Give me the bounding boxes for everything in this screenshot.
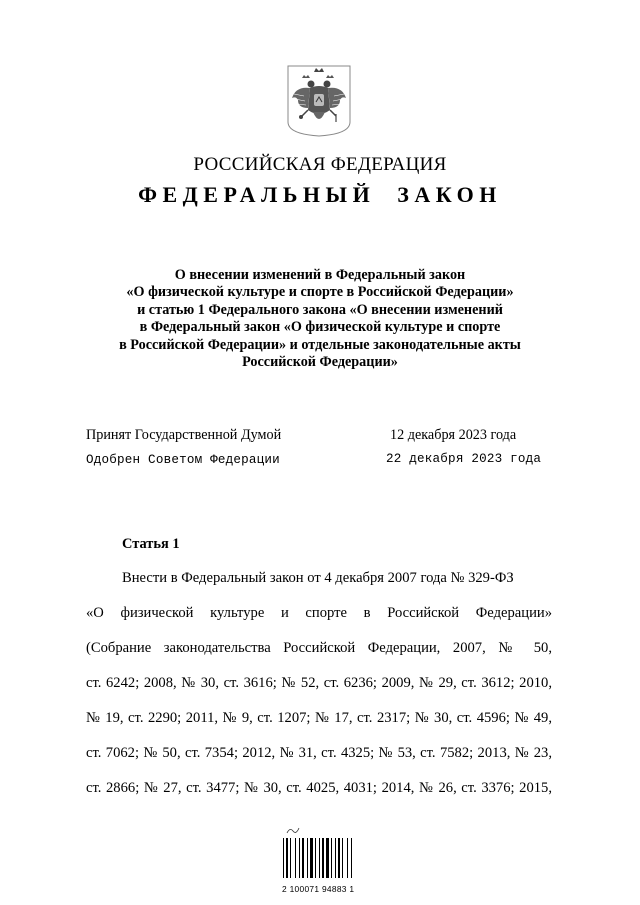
article-text-line: ст. 6242; 2008, № 30, ст. 3616; № 52, ст. 6236; 2009, № 29, ст. 3612; 2010, [86,675,552,691]
barcode-bar [342,838,343,878]
article-text-line: (Собрание законодательства Российской Федерации, 2007, № 50, [86,640,552,656]
coat-of-arms-icon [286,64,352,138]
article-text-line: ст. 2866; № 27, ст. 3477; № 30, ст. 4025, 4031; 2014, № 26, ст. 3376; 2015, [86,780,552,796]
barcode-bar [351,838,352,878]
barcode-bar [310,838,313,878]
barcode-bar [299,838,300,878]
article-text-line: ст. 7062; № 50, ст. 7354; 2012, № 31, ст. 4325; № 53, ст. 7582; 2013, № 23, [86,745,552,761]
duma-adoption-date: 12 декабря 2023 года [390,427,517,443]
barcode-bar [286,838,288,878]
country-name: РОССИЙСКАЯ ФЕДЕРАЦИЯ [193,154,447,175]
article-heading: Статья 1 [122,536,180,552]
article-text-line: «О физической культуре и спорте в Российской Федерации» [86,605,552,621]
barcode-bar [295,838,296,878]
barcode-bar [302,838,304,878]
document-type-title: ФЕДЕРАЛЬНЫЙ ЗАКОН [138,182,502,207]
barcode-bar [283,838,284,878]
barcode-bar [322,838,324,878]
barcode-bar [307,838,308,878]
barcode-bar [290,838,291,878]
barcode-bar [326,838,329,878]
article-text-line: Внести в Федеральный закон от 4 декабря 2007 года № 329-ФЗ [122,570,514,586]
barcode-bar [338,838,340,878]
law-title-line: О внесении изменений в Федеральный закон [174,267,466,283]
duma-adoption-label: Принят Государственной Думой [86,427,282,443]
barcode-bar [347,838,348,878]
law-title-line: «О физической культуре и спорте в Российской Федерации» [126,284,514,301]
council-approval-date: 22 декабря 2023 года [386,452,542,466]
barcode-icon [282,838,362,878]
law-title-line: в Федеральный закон «О физической культуре и спорте [139,319,501,336]
article-text-line: № 19, ст. 2290; 2011, № 9, ст. 1207; № 17, ст. 2317; № 30, ст. 4596; № 49, [86,710,552,726]
law-title-line: и статью 1 Федерального закона «О внесении изменений [137,301,503,318]
document-barcode [282,826,362,894]
barcode-number: 2 100071 94883 1 [282,884,355,894]
signature-mark-icon [286,825,300,835]
barcode-bar [319,838,320,878]
barcode-bar [335,838,336,878]
law-title [60,267,580,371]
law-title-line: в Российской Федерации» и отдельные законодательные акты [119,336,521,353]
barcode-bar [331,838,332,878]
council-approval-label: Одобрен Советом Федерации [86,453,280,467]
barcode-bar [315,838,316,878]
law-title-line: Российской Федерации» [242,354,398,371]
